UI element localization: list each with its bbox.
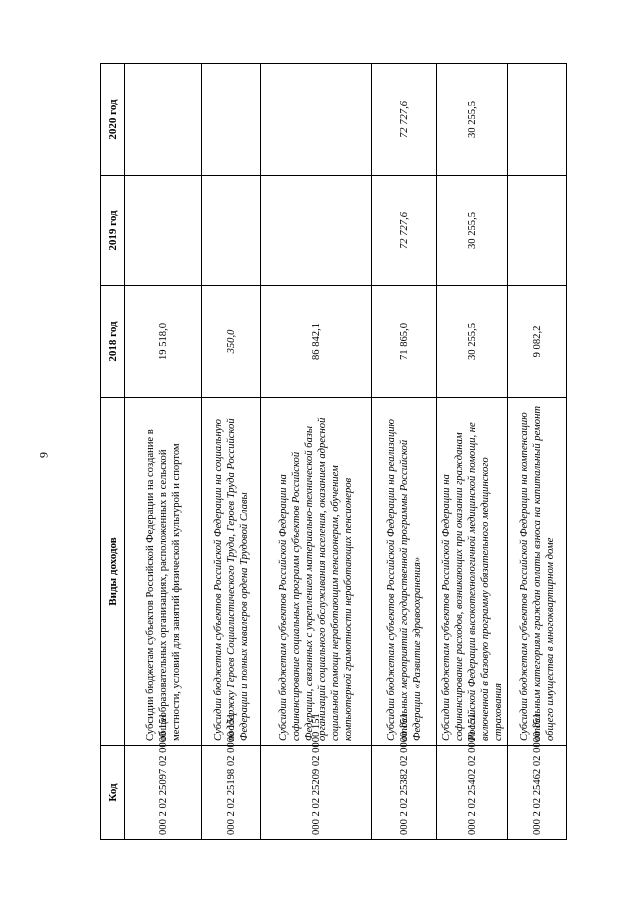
table-header-row	[101, 64, 125, 840]
row-2020	[508, 64, 567, 176]
row-type: Субсидии бюджетам субъектов Российской Федерации на создание в общеобразовательных организациях, расположенных в сельской местности, условий для занятий физической культурой и спортом	[125, 398, 202, 746]
table-row	[125, 64, 202, 840]
row-2019: 30 255,5	[437, 176, 508, 286]
row-2019: 72 727,6	[372, 176, 437, 286]
row-2020	[202, 64, 261, 176]
row-2019	[125, 176, 202, 286]
page-number: 9	[36, 452, 51, 458]
table-row	[437, 64, 508, 840]
row-2018: 30 255,5	[437, 286, 508, 398]
row-2020	[261, 64, 372, 176]
header-2020: 2020 год	[101, 64, 125, 176]
row-2018: 350,0	[202, 286, 261, 398]
row-type: Субсидии бюджетам субъектов Российской Федерации на реализацию отдельных мероприятий государственной программы Российской Федерации «Развитие здравоохранения»	[372, 398, 437, 746]
table-row	[261, 64, 372, 840]
row-2019	[202, 176, 261, 286]
rotated-table-container	[100, 64, 556, 840]
row-2018: 19 518,0	[125, 286, 202, 398]
row-2020	[125, 64, 202, 176]
row-2018: 71 865,0	[372, 286, 437, 398]
revenue-table	[100, 63, 567, 840]
table-row	[202, 64, 261, 840]
row-code: 000 2 02 25097 02 0000 151	[125, 746, 202, 840]
row-2019	[508, 176, 567, 286]
row-code: 000 2 02 25209 02 0000 151	[261, 746, 372, 840]
header-2019: 2019 год	[101, 176, 125, 286]
row-type: Субсидии бюджетам субъектов Российской Федерации на компенсацию отдельным категориям граждан оплаты взноса на капитальный ремонт общего имущества в многоквартирном доме	[508, 398, 567, 746]
row-code: 000 2 02 25382 02 0000 151	[372, 746, 437, 840]
row-2019	[261, 176, 372, 286]
row-code: 000 2 02 25402 02 0000 151	[437, 746, 508, 840]
table-row	[508, 64, 567, 840]
row-type: Субсидии бюджетам субъектов Российской Федерации на софинансирование расходов, возникающих при оказании гражданам Российской Федерации высокотехнологичной медицинской помощи, не включенной в базовую программу обязательного медицинского страхования	[437, 398, 508, 746]
row-type: Субсидии бюджетам субъектов Российской Федерации на социальную поддержку Героев Социалистического Труда, Героев Труда Российской Федерации и полных кавалеров ордена Трудовой Славы	[202, 398, 261, 746]
row-code: 000 2 02 25462 02 0000 151	[508, 746, 567, 840]
row-2020: 72 727,6	[372, 64, 437, 176]
header-2018: 2018 год	[101, 286, 125, 398]
row-2018: 9 082,2	[508, 286, 567, 398]
row-2020: 30 255,5	[437, 64, 508, 176]
row-type: Субсидии бюджетам субъектов Российской Федерации на софинансирование социальных программ субъектов Российской Федерации, связанных с укреплением материально-технической базы организаций социального обслуживания населения, оказанием адресной социальной помощи неработающим пенсионерам, обучением компьютерной грамотности неработающих пенсионеров	[261, 398, 372, 746]
row-code: 000 2 02 25198 02 0000 151	[202, 746, 261, 840]
header-type: Виды доходов	[101, 398, 125, 746]
header-code: Код	[101, 746, 125, 840]
table-row	[372, 64, 437, 840]
row-2018: 86 842,1	[261, 286, 372, 398]
